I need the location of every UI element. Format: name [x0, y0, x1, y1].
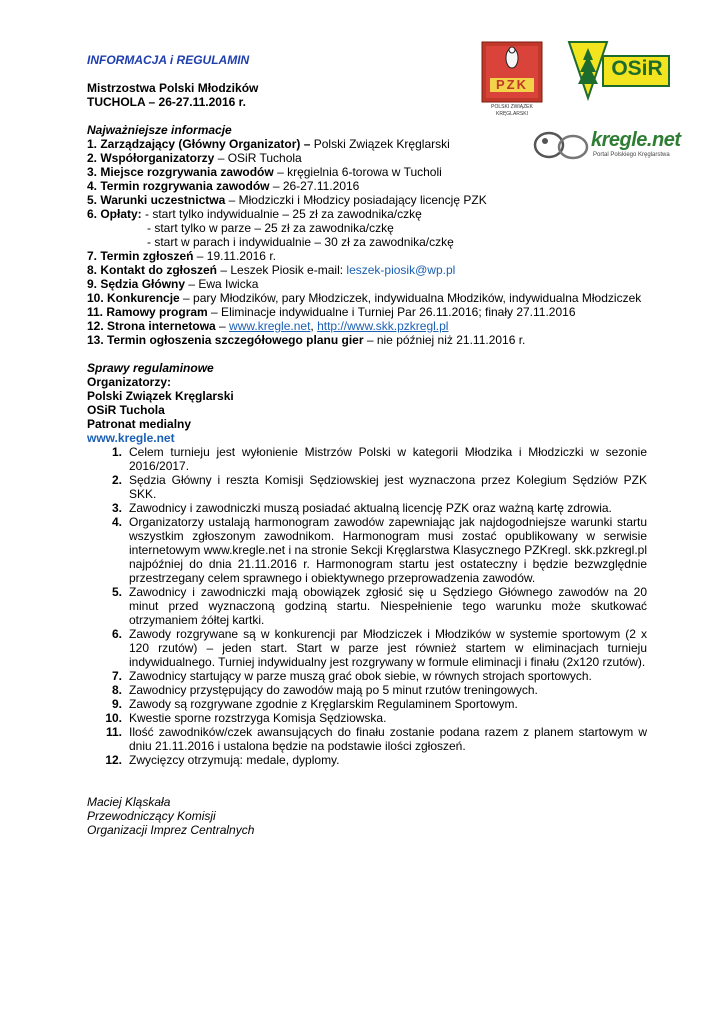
media-patron-label: Patronat medialny: [87, 417, 192, 431]
osir-logo: [567, 40, 671, 106]
info-item-fees-both: - start w parach i indywidualnie – 30 zł za zawodnika/czkę: [147, 235, 454, 249]
info-item-fees: 6. Opłaty: - start tylko indywidualnie – 25 zł za zawodnika/czkę: [87, 207, 422, 221]
organizers-label: Organizatorzy:: [87, 375, 172, 389]
kregle-logo-caption: Portal Polskiego Kręglarstwa: [593, 152, 670, 158]
signature-role: Przewodniczący Komisji: [87, 809, 216, 823]
organizer-pzk: Polski Związek Kręglarski: [87, 389, 234, 403]
info-item: 2. Współorganizatorzy – OSiR Tuchola: [87, 151, 302, 165]
info-item: 9. Sędzia Główny – Ewa Iwicka: [87, 277, 259, 291]
event-place-date: TUCHOLA – 26-27.11.2016 r.: [87, 95, 246, 109]
signature-org: Organizacji Imprez Centralnych: [87, 823, 255, 837]
kregle-website-link[interactable]: www.kregle.net: [229, 319, 311, 333]
info-item-fees-pair: - start tylko w parze – 25 zł za zawodnika/czkę: [147, 221, 394, 235]
info-item: 7. Termin zgłoszeń – 19.11.2016 r.: [87, 249, 276, 263]
pzk-logo-letters: PZK: [496, 77, 528, 92]
skk-website-link[interactable]: http://www.skk.pzkregl.pl: [317, 319, 449, 333]
contact-email-link[interactable]: leszek-piosik@wp.pl: [346, 263, 456, 277]
document-title: INFORMACJA i REGULAMIN: [87, 53, 250, 67]
kregle-logo: [533, 125, 683, 165]
event-name: Mistrzostwa Polski Młodzików: [87, 81, 259, 95]
osir-logo-text: OSiR: [611, 57, 663, 80]
organizer-osir: OSiR Tuchola: [87, 403, 165, 417]
pzk-logo: [478, 40, 546, 122]
info-item: 5. Warunki uczestnictwa – Młodziczki i Młodzicy posiadający licencję PZK: [87, 193, 487, 207]
info-heading: Najważniejsze informacje: [87, 123, 232, 137]
info-item-website: 12. Strona internetowa – www.kregle.net, http://www.skk.pzkregl.pl: [87, 319, 449, 333]
pzk-logo-caption-2: KRĘGLARSKI: [496, 111, 528, 117]
signature-name: Maciej Kląskała: [87, 795, 171, 809]
info-item: 10. Konkurencje – pary Młodzików, pary Młodziczek, indywidualna Młodzików, indywidualna Młodziczek: [87, 291, 642, 305]
kregle-logo-text: kregle.net: [591, 129, 681, 151]
info-item: 3. Miejsce rozgrywania zawodów – kręgielnia 6-torowa w Tucholi: [87, 165, 442, 179]
info-item: 11. Ramowy program – Eliminacje indywidualne i Turniej Par 26.11.2016; finały 27.11.2016: [87, 305, 576, 319]
media-patron-link[interactable]: www.kregle.net: [87, 431, 175, 445]
pzk-logo-caption: POLSKI ZWIĄZEK: [491, 104, 533, 110]
info-item: 4. Termin rozgrywania zawodów – 26-27.11.2016: [87, 179, 360, 193]
info-item: 13. Termin ogłoszenia szczegółowego planu gier – nie później niż 21.11.2016 r.: [87, 333, 526, 347]
info-item-contact: 8. Kontakt do zgłoszeń – Leszek Piosik e-mail: leszek-piosik@wp.pl: [87, 263, 456, 277]
info-item: 1. Zarządzający (Główny Organizator) – Polski Związek Kręglarski: [87, 137, 450, 151]
regulations-heading: Sprawy regulaminowe: [87, 361, 214, 375]
